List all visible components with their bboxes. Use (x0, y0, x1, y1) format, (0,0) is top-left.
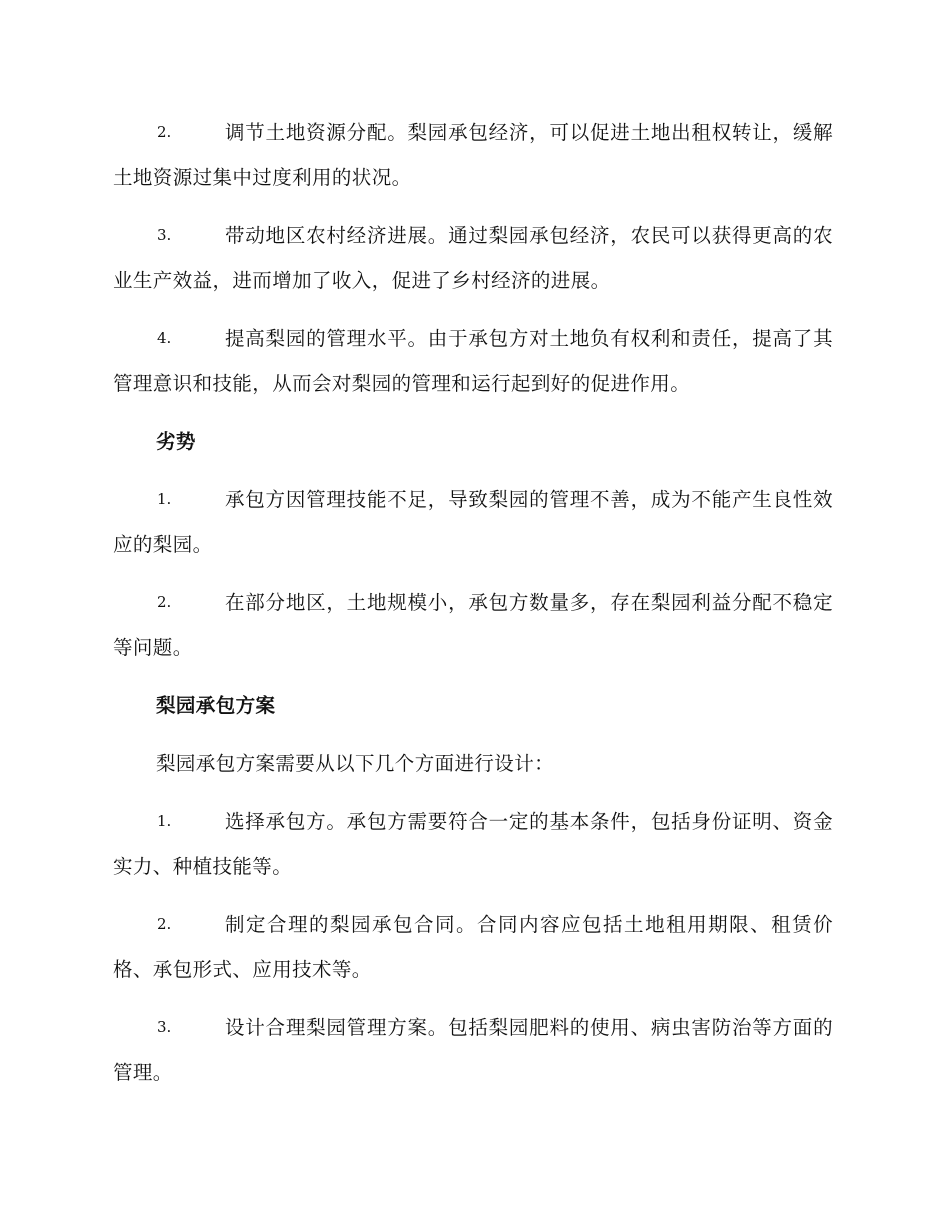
list-item (113, 902, 833, 992)
list-text: 承包方因管理技能不足，导致梨园的管理不善，成为不能产生良性效应的梨园。 (113, 488, 833, 556)
list-text: 在部分地区，土地规模小，承包方数量多，存在梨园利益分配不稳定等问题。 (113, 591, 833, 659)
list-number: 2. (157, 593, 172, 611)
list-item (113, 110, 833, 200)
list-number: 2. (157, 915, 172, 933)
list-text: 调节土地资源分配。梨园承包经济，可以促进土地出租权转让，缓解土地资源过集中过度利用的状况。 (113, 121, 833, 189)
document-content (113, 110, 833, 1108)
list-item (113, 1005, 833, 1095)
list-number: 3. (157, 226, 172, 244)
list-text: 提高梨园的管理水平。由于承包方对土地负有权利和责任，提高了其管理意识和技能，从而会对梨园的管理和运行起到好的促进作用。 (113, 327, 833, 395)
list-number: 2. (157, 123, 172, 141)
list-item (113, 213, 833, 303)
plan-intro-paragraph: 梨园承包方案需要从以下几个方面进行设计： (156, 752, 555, 775)
list-text: 选择承包方。承包方需要符合一定的基本条件，包括身份证明、资金实力、种植技能等。 (113, 810, 833, 878)
list-text: 制定合理的梨园承包合同。合同内容应包括土地租用期限、租赁价格、承包形式、应用技术等。 (113, 913, 833, 981)
list-item (113, 316, 833, 406)
list-number: 1. (157, 490, 172, 508)
list-text: 带动地区农村经济进展。通过梨园承包经济，农民可以获得更高的农业生产效益，进而增加了收入，促进了乡村经济的进展。 (113, 224, 833, 292)
list-item (113, 580, 833, 670)
list-number: 4. (157, 329, 172, 347)
list-text: 设计合理梨园管理方案。包括梨园肥料的使用、病虫害防治等方面的管理。 (113, 1016, 833, 1084)
list-number: 1. (157, 812, 172, 830)
list-item (113, 477, 833, 567)
list-number: 3. (157, 1018, 172, 1036)
section-heading-plan: 梨园承包方案 (156, 694, 276, 717)
section-heading-disadvantages: 劣势 (156, 430, 196, 453)
list-item (113, 799, 833, 889)
